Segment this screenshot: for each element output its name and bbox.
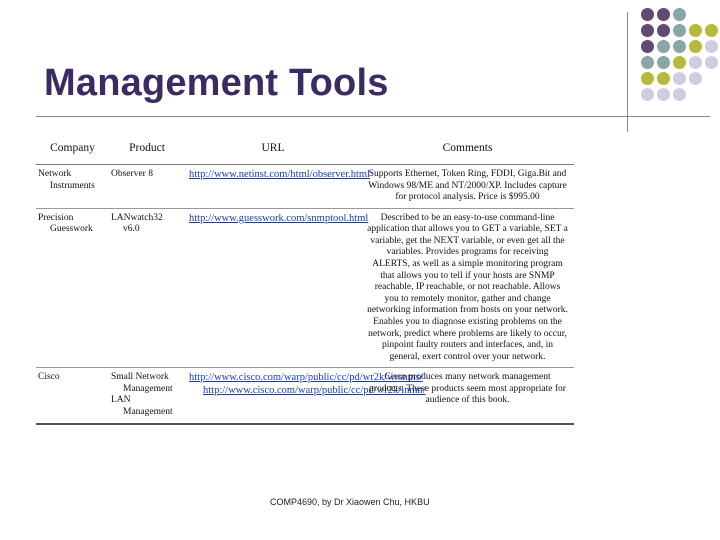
decor-dot — [657, 56, 670, 69]
header-url: URL — [185, 131, 361, 165]
product-name: Small Network Management — [111, 372, 173, 394]
table-row — [36, 208, 574, 368]
header-company: Company — [36, 131, 109, 165]
decor-horizontal-line — [36, 116, 710, 117]
url-cell — [185, 208, 369, 368]
company-cell: Precision Guesswork — [36, 208, 109, 368]
product-link[interactable]: http://www.cisco.com/warp/public/cc/pd/wr2k/lnmn/ — [203, 385, 426, 397]
decor-dot — [641, 8, 654, 21]
comments-cell: Cisco produces many network management products. These products seem most appropriate for audience of this book. — [361, 368, 574, 424]
decor-dot — [673, 24, 686, 37]
decor-dot — [673, 8, 686, 21]
product-cell — [109, 165, 185, 209]
decor-dot — [705, 40, 718, 53]
header-comments: Comments — [361, 131, 574, 165]
product-name: LAN Management — [111, 395, 173, 417]
decor-dot — [705, 24, 718, 37]
url-cell — [185, 368, 426, 424]
decor-dot — [657, 88, 670, 101]
url-cell — [185, 165, 371, 209]
product-link[interactable]: http://www.netinst.com/html/observer.html — [189, 169, 371, 180]
decor-dot — [689, 24, 702, 37]
decor-dot — [657, 72, 670, 85]
decor-dot-grid — [635, 8, 720, 116]
decor-vertical-line — [627, 12, 628, 132]
decor-dot — [689, 72, 702, 85]
product-link[interactable]: http://www.cisco.com/warp/public/cc/pd/wr2k/wrsnms/ — [189, 372, 423, 384]
product-name: Observer 8 — [111, 169, 153, 179]
decor-dot — [641, 24, 654, 37]
product-link[interactable]: http://www.guesswork.com/snmptool.html — [189, 212, 369, 224]
comments-cell: Supports Ethernet, Token Ring, FDDI, Giga.Bit and Windows 98/ME and NT/2000/XP. Includes capture for protocol analysis. Price is $995.00 — [368, 169, 567, 203]
table-row — [36, 368, 574, 424]
product-cell — [109, 208, 185, 368]
slide-title: Management Tools — [44, 62, 389, 104]
table-row — [36, 165, 574, 209]
decor-dot — [673, 88, 686, 101]
tools-table — [36, 131, 574, 425]
decor-dot — [673, 40, 686, 53]
decor-dot — [673, 56, 686, 69]
product-name: LANwatch32 v6.0 — [111, 212, 163, 235]
decor-dot — [641, 40, 654, 53]
decor-dot — [673, 72, 686, 85]
header-product: Product — [109, 131, 185, 165]
product-cell — [109, 368, 185, 424]
decor-dot — [689, 40, 702, 53]
decor-dot — [689, 56, 702, 69]
decor-dot — [641, 72, 654, 85]
comments-cell: Described to be an easy-to-use command-line application that allows you to GET a variable, SET a variable, get the NEXT variable, or even get all the variables. Provides programs for receiving ALERTS, as well as a simple monitoring program that allows you to tell if your hosts are SNMP reachable, IP reachable, or not reachable. Allows you to remotely monitor, gather and change networking information from hosts on your network. Enables you to diagnose existing problems on the network, predict where problems are likely to occur, pinpoint faulty routers and interfaces, and, in general, exert control over your network. — [361, 208, 574, 368]
table-header-row — [36, 131, 574, 165]
decor-dot — [641, 56, 654, 69]
company-cell: Cisco — [36, 368, 109, 424]
decor-dot — [657, 40, 670, 53]
company-cell: Network Instruments — [38, 169, 95, 191]
decor-dot — [657, 24, 670, 37]
decor-dot — [641, 88, 654, 101]
slide-footer: COMP4690, by Dr Xiaowen Chu, HKBU — [270, 497, 430, 507]
decor-dot — [657, 8, 670, 21]
decor-dot — [705, 56, 718, 69]
